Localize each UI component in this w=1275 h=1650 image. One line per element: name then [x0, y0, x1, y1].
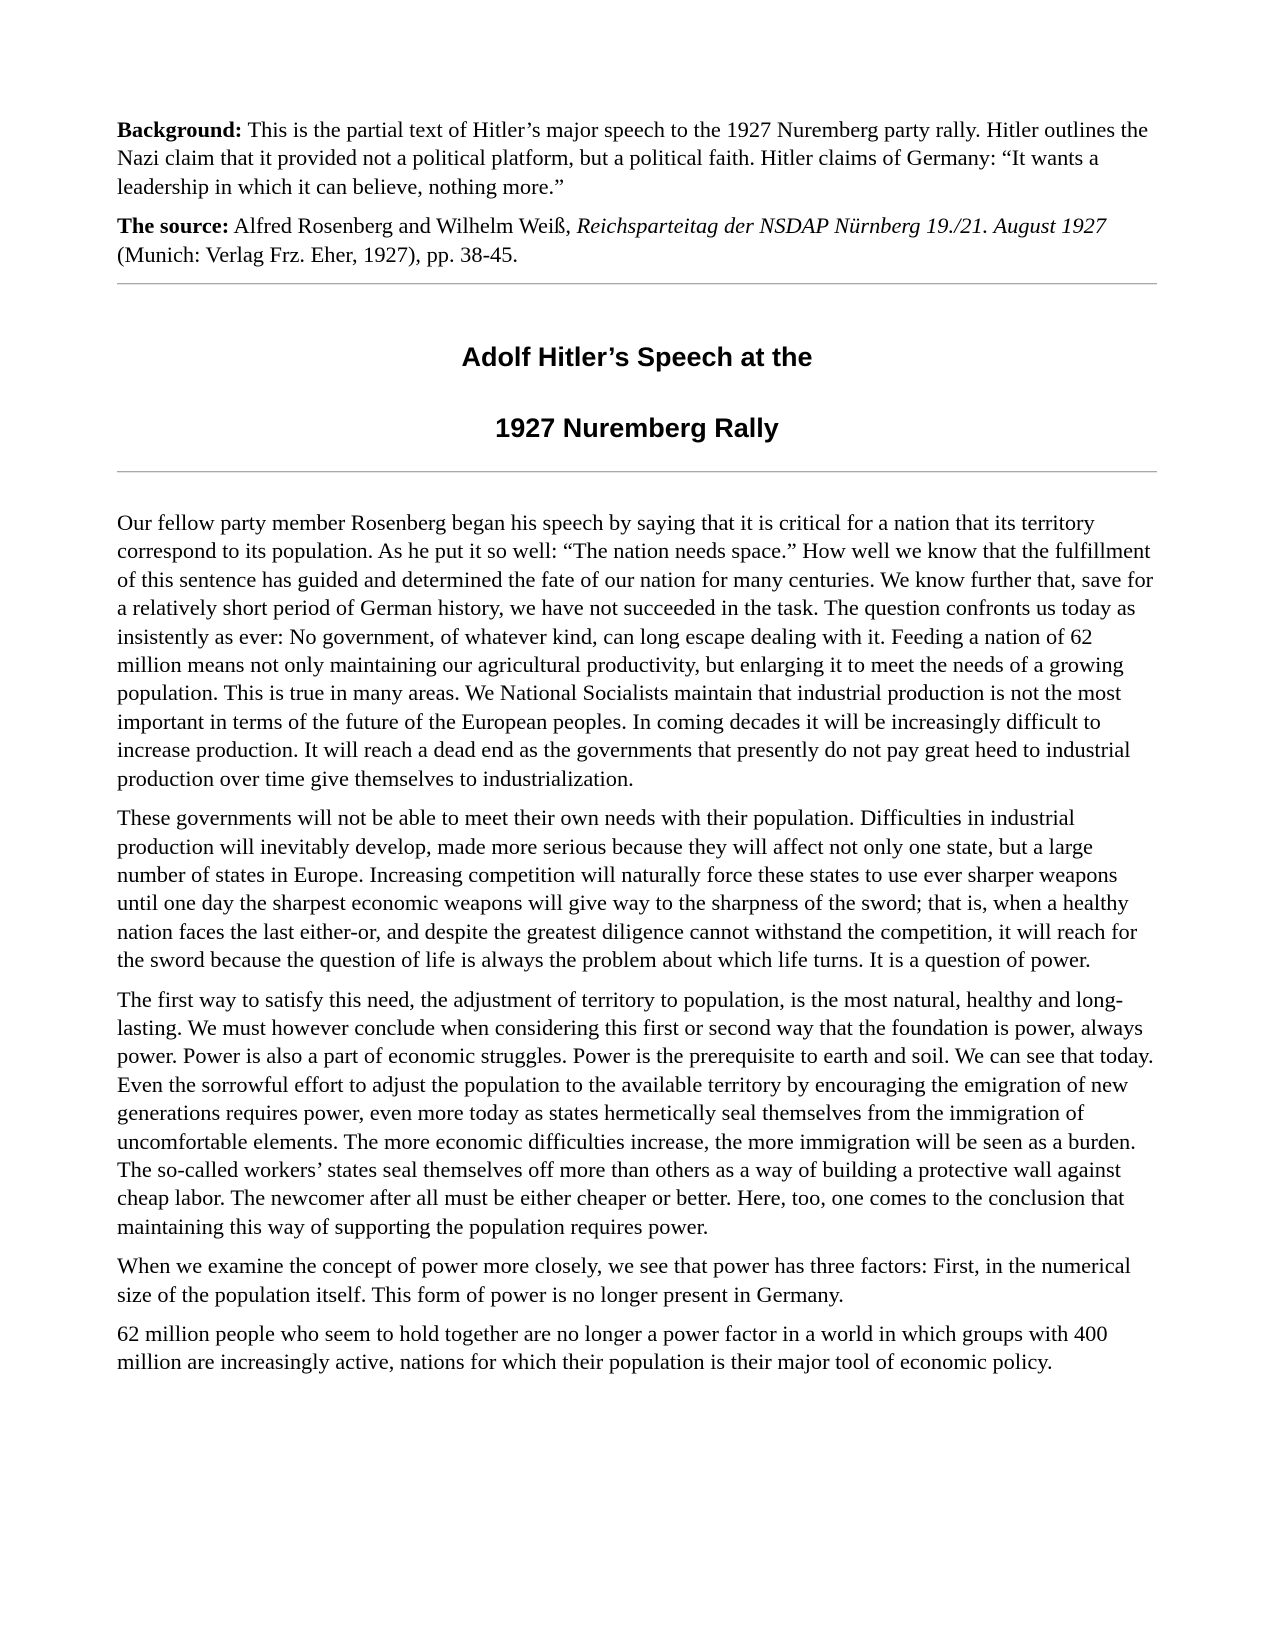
- body-paragraph-5: 62 million people who seem to hold together are no longer a power factor in a world in which groups with 400 million are increasingly active, nations for which their population is their major tool of economic policy.: [117, 1321, 1108, 1375]
- background-text: This is the partial text of Hitler’s major speech to the 1927 Nuremberg party rally. Hitler outlines the Nazi claim that it provided not a political platform, but a political faith. Hitler claims of Germany: “It wants a leadership in which it can believe, nothing more.”: [117, 117, 1149, 199]
- body-paragraph-3: The first way to satisfy this need, the adjustment of territory to population, is the most natural, healthy and long-lasting. We must however conclude when considering this first or second way that the foundation is power, always power. Power is also a part of economic struggles. Power is the prerequisite to earth and soil. We can see that today. Even the sorrowful effort to adjust the population to the available territory by encouraging the emigration of new generations requires power, even more today as states hermetically seal themselves from the immigration of uncomfortable elements. The more economic difficulties increase, the more immigration will be seen as a burden. The so-called workers’ states seal themselves off more than others as a way of building a protective wall against cheap labor. The newcomer after all must be either cheaper or better. Here, too, one comes to the conclusion that maintaining this way of supporting the population requires power.: [117, 986, 1154, 1239]
- speech-title-line-1: Adolf Hitler’s Speech at the: [461, 342, 813, 373]
- speech-body: [117, 509, 1157, 1377]
- source-paragraph: [117, 212, 1157, 269]
- body-paragraph-1: Our fellow party member Rosenberg began his speech by saying that it is critical for a nation that its territory correspond to its population. As he put it so well: “The nation needs space.” How well we know that the fulfillment of this sentence has guided and determined the fate of our nation for many centuries. We know further that, save for a relatively short period of German history, we have not succeeded in the task. The question confronts us today as insistently as ever: No government, of whatever kind, can long escape dealing with it. Feeding a nation of 62 million means not only maintaining our agricultural productivity, but enlarging it to meet the needs of a growing population. This is true in many areas. We National Socialists maintain that industrial production is not the most important in terms of the future of the European peoples. In coming decades it will be increasingly difficult to increase production. It will reach a dead end as the governments that presently do not pay great heed to industrial production over time give themselves to industrialization.: [117, 510, 1154, 791]
- background-paragraph: [117, 116, 1157, 201]
- divider-top: [117, 283, 1157, 285]
- source-authors: Alfred Rosenberg and Wilhelm Weiß,: [229, 213, 577, 239]
- divider-bottom: [117, 471, 1157, 473]
- body-paragraph-4: When we examine the concept of power more closely, we see that power has three factors: First, in the numerical size of the population itself. This form of power is no longer present in Germany.: [117, 1253, 1131, 1307]
- document-page: [117, 116, 1157, 1388]
- body-paragraph-2: These governments will not be able to meet their own needs with their population. Difficulties in industrial production will inevitably develop, made more serious because they will affect not only one state, but a large number of states in Europe. Increasing competition will naturally force these states to use ever sharper weapons until one day the sharpest economic weapons will give way to the sharpness of the sword; that is, when a healthy nation faces the last either-or, and despite the greatest diligence cannot withstand the competition, it will reach for the sword because the question of life is always the problem about which life turns. It is a question of power.: [117, 805, 1138, 973]
- source-label: The source:: [117, 213, 230, 239]
- source-title: Reichsparteitag der NSDAP Nürnberg 19./21. August 1927: [576, 213, 1107, 239]
- source-rest: (Munich: Verlag Frz. Eher, 1927), pp. 38-45.: [117, 241, 519, 267]
- speech-title-line-2: 1927 Nuremberg Rally: [495, 413, 779, 444]
- background-label: Background:: [117, 117, 243, 142]
